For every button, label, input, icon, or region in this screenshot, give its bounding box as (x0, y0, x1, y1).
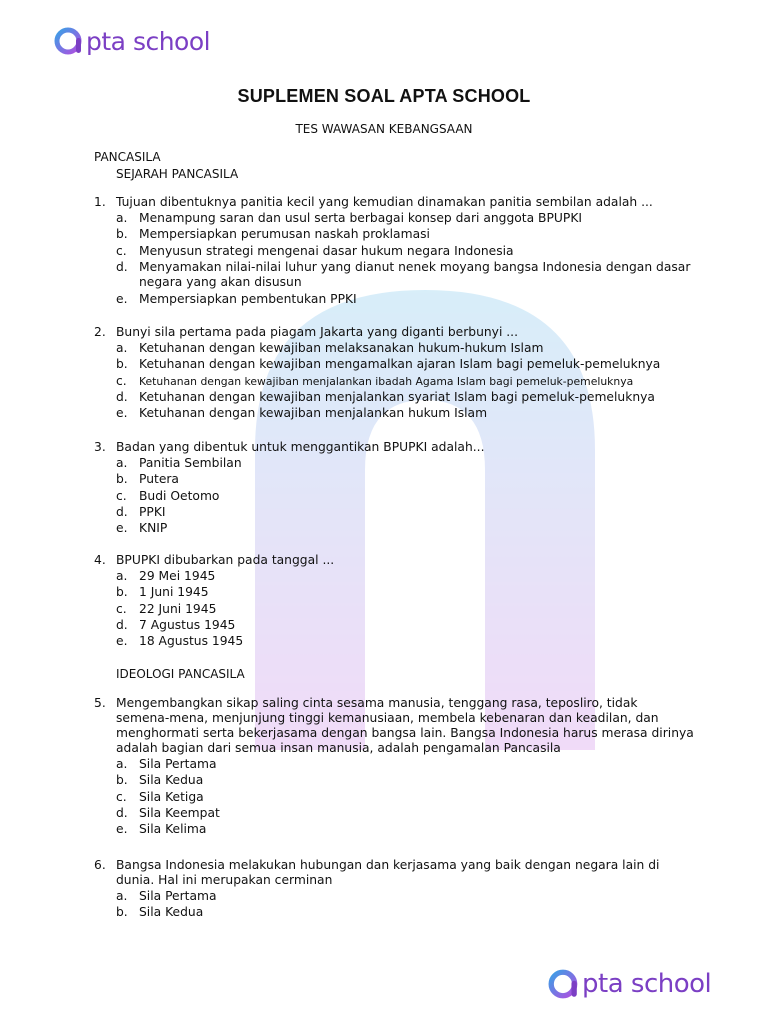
option-text: Ketuhanan dengan kewajiban mengamalkan ajaran Islam bagi pemeluk-pemeluknya (139, 357, 661, 372)
subsection-heading: IDEOLOGI PANCASILA (116, 667, 245, 681)
option-text: Menampung saran dan usul serta berbagai konsep dari anggota BPUPKI (139, 211, 583, 225)
option-a (116, 211, 694, 227)
option-text: Ketuhanan dengan kewajiban menjalankan hukum Islam (139, 406, 488, 421)
option-e (116, 406, 694, 422)
question-number: 3. (94, 440, 106, 454)
question-text: Bunyi sila pertama pada piagam Jakarta yang diganti berbunyi ... (116, 325, 518, 339)
option-text: Sila Kelima (139, 822, 207, 837)
question-1 (94, 195, 694, 308)
option-text: Panitia Sembilan (139, 456, 242, 470)
question-text: Badan yang dibentuk untuk menggantikan BPUPKI adalah... (116, 440, 485, 454)
option-letter: d. (116, 805, 128, 820)
question-number: 4. (94, 553, 106, 567)
option-letter: c. (116, 789, 127, 804)
option-letter: a. (116, 569, 128, 583)
option-text: 29 Mei 1945 (139, 569, 216, 583)
option-text: Menyusun strategi mengenai dasar hukum negara Indonesia (139, 243, 514, 258)
option-text: Ketuhanan dengan kewajiban melaksanakan hukum-hukum Islam (139, 341, 544, 355)
option-letter: a. (116, 211, 128, 225)
question-text: Tujuan dibentuknya panitia kecil yang kemudian dinamakan panitia sembilan adalah ... (116, 195, 653, 209)
question-2 (94, 325, 694, 422)
question-text: BPUPKI dibubarkan pada tanggal ... (116, 553, 335, 567)
option-text: 18 Agustus 1945 (139, 634, 244, 649)
subsection-heading: SEJARAH PANCASILA (116, 167, 239, 181)
option-text: PPKI (139, 504, 166, 519)
question-5 (94, 696, 694, 838)
option-c (116, 489, 694, 505)
option-text: Mempersiapkan pembentukan PPKI (139, 291, 357, 306)
option-letter: d. (116, 617, 128, 632)
apta-a-icon (548, 968, 580, 1000)
option-letter: c. (116, 488, 127, 503)
option-letter: a. (116, 889, 128, 903)
option-text: Menyamakan nilai-nilai luhur yang dianut nenek moyang bangsa Indonesia dengan dasar negara yang akan disusun (139, 259, 691, 290)
option-letter: d. (116, 504, 128, 519)
option-letter: b. (116, 905, 128, 920)
option-a (116, 569, 694, 585)
option-c (116, 602, 694, 618)
option-list (116, 211, 694, 307)
option-e (116, 521, 694, 537)
question-number: 5. (94, 696, 106, 710)
option-b (116, 585, 694, 601)
option-text: Sila Ketiga (139, 789, 204, 804)
option-list (116, 569, 694, 650)
option-b (116, 773, 694, 789)
option-text: Ketuhanan dengan kewajiban menjalankan ibadah Agama Islam bagi pemeluk-pemeluknya (139, 374, 634, 388)
question-number: 6. (94, 858, 106, 872)
option-text: Sila Pertama (139, 889, 217, 903)
option-d (116, 260, 694, 291)
header-logo (54, 26, 210, 56)
option-a (116, 341, 694, 357)
option-c (116, 244, 694, 260)
document-title: SUPLEMEN SOAL APTA SCHOOL (237, 86, 531, 106)
option-b (116, 227, 694, 243)
footer-logo (548, 968, 711, 1000)
option-letter: d. (116, 389, 128, 404)
option-d (116, 618, 694, 634)
option-text: Sila Kedua (139, 773, 204, 788)
option-letter: b. (116, 585, 128, 600)
option-letter: b. (116, 773, 128, 788)
option-list (116, 456, 694, 537)
header-logo-text: pta school (86, 26, 211, 56)
option-letter: a. (116, 456, 128, 470)
option-text: 22 Juni 1945 (139, 601, 217, 616)
option-a (116, 757, 694, 773)
option-text: Mempersiapkan perumusan naskah proklamasi (139, 227, 430, 242)
option-letter: a. (116, 341, 128, 355)
option-text: Sila Keempat (139, 805, 220, 820)
option-text: 7 Agustus 1945 (139, 617, 236, 632)
footer-logo-text: pta school (582, 969, 712, 999)
option-letter: e. (116, 406, 128, 421)
option-b (116, 472, 694, 488)
option-b (116, 905, 694, 921)
option-letter: e. (116, 521, 128, 536)
option-b (116, 357, 694, 373)
option-e (116, 292, 694, 308)
option-letter: e. (116, 291, 128, 306)
option-list (116, 341, 694, 422)
option-text: Sila Kedua (139, 905, 204, 920)
question-6 (94, 858, 694, 922)
option-letter: c. (116, 373, 127, 388)
option-text: Ketuhanan dengan kewajiban menjalankan syariat Islam bagi pemeluk-pemeluknya (139, 389, 655, 404)
option-d (116, 505, 694, 521)
option-letter: c. (116, 601, 127, 616)
question-number: 2. (94, 325, 106, 339)
option-letter: a. (116, 757, 128, 771)
option-text: KNIP (139, 521, 168, 536)
option-text: Budi Oetomo (139, 488, 220, 503)
question-text: Bangsa Indonesia melakukan hubungan dan kerjasama yang baik dengan negara lain di dunia. Hal ini merupakan cerminan (116, 858, 660, 887)
option-text: Sila Pertama (139, 757, 217, 771)
apta-a-icon (54, 26, 84, 56)
question-3 (94, 440, 694, 537)
option-letter: b. (116, 357, 128, 372)
option-letter: e. (116, 634, 128, 649)
option-text: 1 Juni 1945 (139, 585, 209, 600)
option-list (116, 889, 694, 921)
option-letter: b. (116, 227, 128, 242)
section-heading: PANCASILA (94, 150, 161, 164)
document-subtitle: TES WAWASAN KEBANGSAAN (295, 122, 473, 136)
option-text: Putera (139, 472, 179, 487)
question-text: Mengembangkan sikap saling cinta sesama manusia, tenggang rasa, teposliro, tidak semena-mena, menjunjung tinggi kemanusiaan, membela kebenaran dan keadilan, dan menghormati serta bekerjasama dengan bangsa lain. Bangsa Indonesia harus merasa dirinya adalah bagian dari semua insan manusia, adalah pengamalan Pancasila (116, 696, 694, 755)
option-d (116, 806, 694, 822)
option-c (116, 790, 694, 806)
option-a (116, 889, 694, 905)
option-letter: b. (116, 472, 128, 487)
option-letter: d. (116, 259, 128, 274)
option-letter: c. (116, 243, 127, 258)
option-e (116, 634, 694, 650)
option-c (116, 374, 694, 390)
option-list (116, 757, 694, 838)
option-letter: e. (116, 822, 128, 837)
option-e (116, 822, 694, 838)
option-d (116, 390, 694, 406)
question-number: 1. (94, 195, 106, 209)
question-4 (94, 553, 694, 650)
option-a (116, 456, 694, 472)
